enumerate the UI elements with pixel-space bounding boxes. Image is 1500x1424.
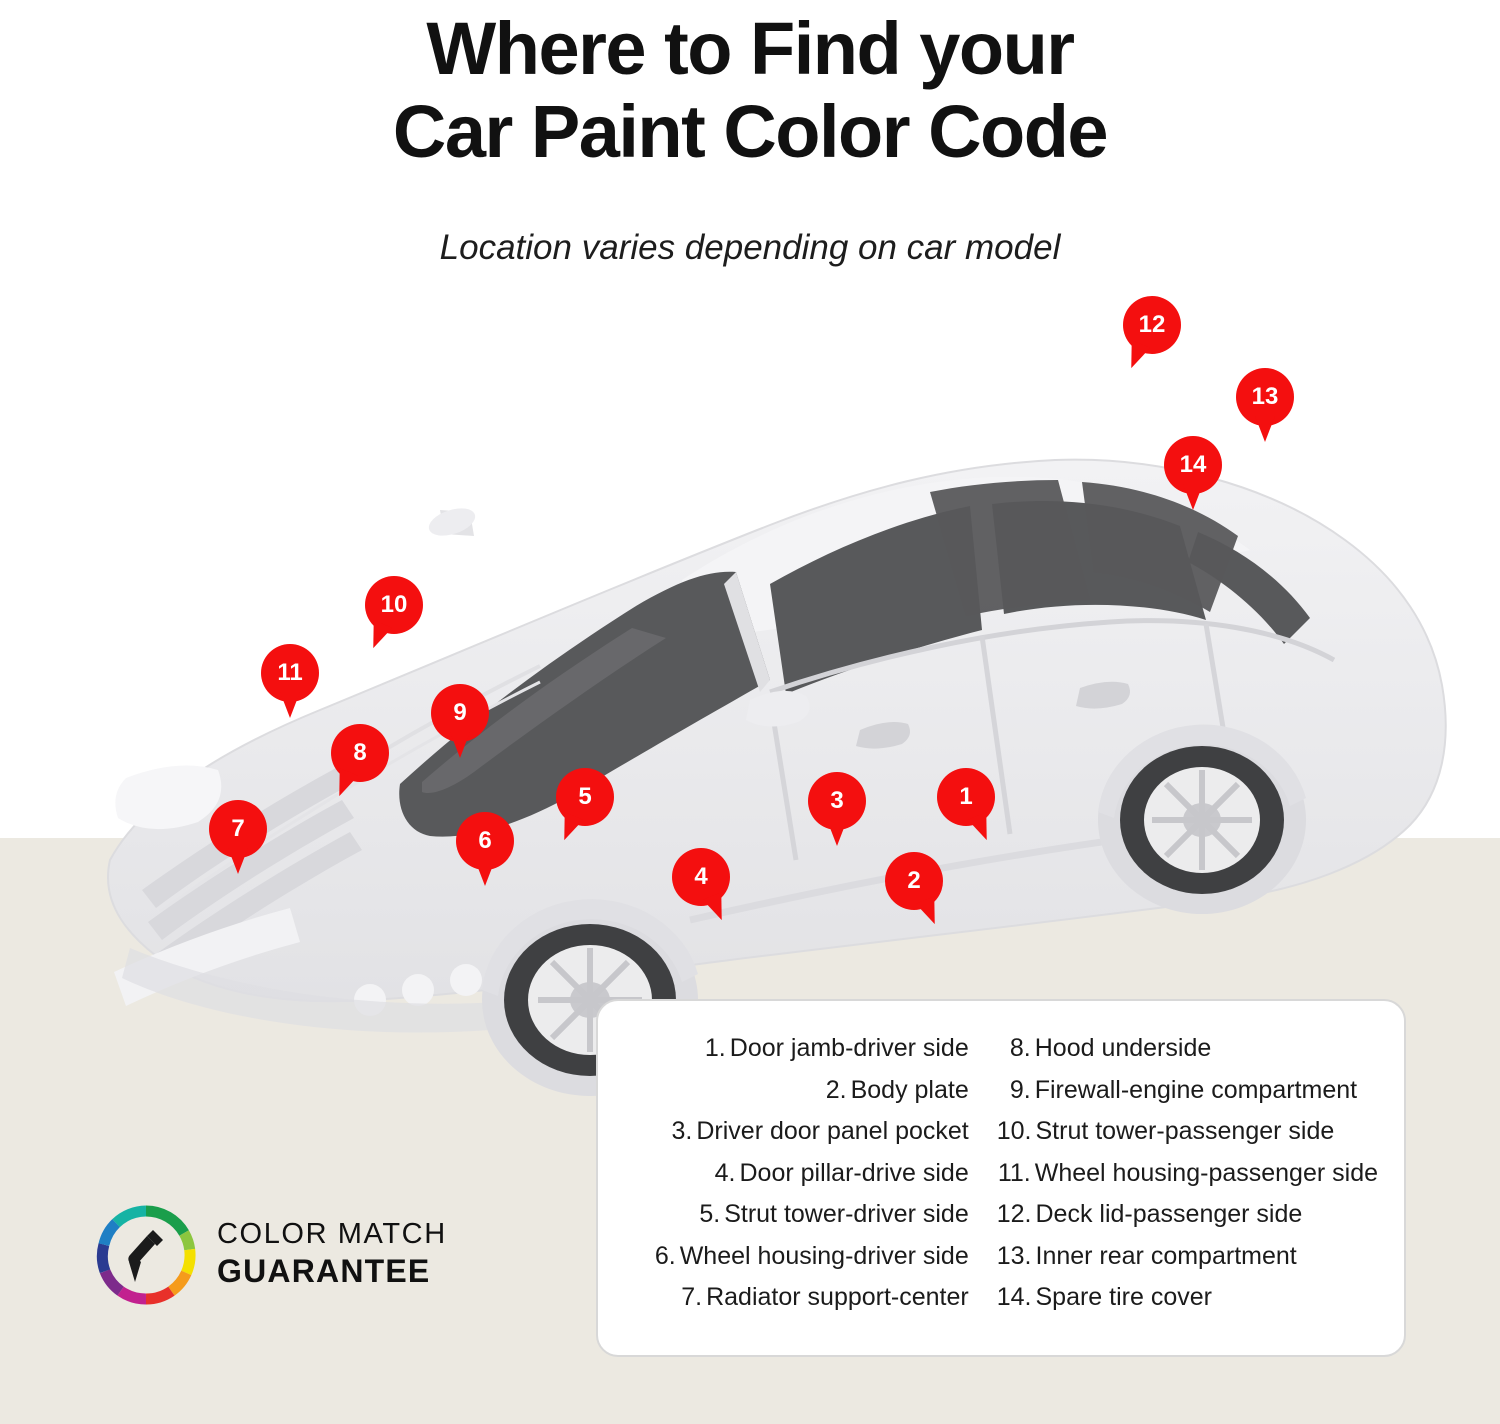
legend-item-12 <box>997 1197 1303 1233</box>
legend-item-5-text: Strut tower-driver side <box>724 1200 969 1228</box>
brand-line-1: COLOR MATCH <box>217 1218 447 1250</box>
marker-2-pointer <box>916 896 944 928</box>
marker-6-label: 6 <box>456 812 514 870</box>
legend-item-2-text: Body plate <box>850 1075 969 1104</box>
marker-1[interactable] <box>937 768 995 842</box>
legend-item-6-text: Wheel housing-driver side <box>679 1241 969 1270</box>
marker-9-label: 9 <box>431 684 489 742</box>
marker-4[interactable] <box>672 848 730 922</box>
legend-item-13 <box>997 1239 1297 1275</box>
marker-6-pointer <box>475 860 495 886</box>
legend-item-3-number: 3. <box>671 1117 693 1145</box>
legend-item-5 <box>686 1197 969 1233</box>
legend-column-left <box>624 1031 969 1335</box>
marker-4-label: 4 <box>672 848 730 906</box>
legend-item-13-number: 13. <box>996 1241 1032 1270</box>
marker-6[interactable] <box>456 812 514 886</box>
marker-10-label: 10 <box>365 576 423 634</box>
page-subtitle: Location varies depending on car model <box>439 228 1061 267</box>
legend-item-8-text: Hood underside <box>1034 1034 1212 1062</box>
marker-14-pointer <box>1183 484 1203 510</box>
marker-3-label: 3 <box>808 772 866 830</box>
legend-item-4-text: Door pillar-drive side <box>739 1158 969 1187</box>
brand-text <box>217 1218 517 1290</box>
marker-11-label: 11 <box>261 644 319 702</box>
marker-9-pointer <box>450 732 470 758</box>
marker-3-pointer <box>827 820 847 846</box>
legend-item-14-number: 14. <box>996 1283 1032 1311</box>
legend-item-7-number: 7. <box>681 1283 703 1311</box>
marker-2[interactable] <box>885 852 943 926</box>
color-wheel-icon <box>95 1204 197 1306</box>
legend-column-right <box>979 1031 1378 1335</box>
legend-item-9-number: 9. <box>1009 1075 1031 1104</box>
marker-1-label: 1 <box>937 768 995 826</box>
marker-5[interactable] <box>556 768 614 842</box>
marker-2-label: 2 <box>885 852 943 910</box>
eyedropper-icon <box>128 1230 163 1282</box>
legend-item-11 <box>997 1156 1378 1192</box>
legend-item-3-text: Driver door panel pocket <box>696 1117 969 1145</box>
marker-10[interactable] <box>365 576 423 650</box>
legend-item-10 <box>997 1114 1335 1150</box>
legend-item-2 <box>813 1073 969 1109</box>
marker-3[interactable] <box>808 772 866 846</box>
marker-11-pointer <box>280 692 300 718</box>
legend-item-8 <box>997 1031 1212 1067</box>
legend-item-13-text: Inner rear compartment <box>1035 1241 1297 1270</box>
legend-panel <box>596 999 1406 1357</box>
marker-13-pointer <box>1255 416 1275 442</box>
marker-14-label: 14 <box>1164 436 1222 494</box>
legend-item-7 <box>668 1280 969 1316</box>
legend-item-6 <box>642 1239 969 1275</box>
legend-item-12-number: 12. <box>996 1200 1032 1228</box>
legend-item-4-number: 4. <box>714 1158 736 1187</box>
marker-13-label: 13 <box>1236 368 1294 426</box>
legend-item-7-text: Radiator support-center <box>706 1283 969 1311</box>
marker-8-label: 8 <box>331 724 389 782</box>
legend-item-12-text: Deck lid-passenger side <box>1035 1200 1303 1228</box>
legend-item-8-number: 8. <box>1009 1034 1031 1062</box>
marker-13[interactable] <box>1236 368 1294 442</box>
title-line-2: Car Paint Color Code <box>392 89 1108 173</box>
marker-7-pointer <box>228 848 248 874</box>
legend-item-10-number: 10. <box>996 1117 1032 1145</box>
legend-item-9-text: Firewall-engine compartment <box>1034 1075 1358 1104</box>
legend-item-5-number: 5. <box>699 1200 721 1228</box>
legend-item-10-text: Strut tower-passenger side <box>1035 1117 1335 1145</box>
marker-7[interactable] <box>209 800 267 874</box>
legend-item-14-text: Spare tire cover <box>1035 1283 1212 1311</box>
marker-9[interactable] <box>431 684 489 758</box>
legend-item-1-number: 1. <box>704 1034 726 1062</box>
legend-item-11-number: 11. <box>997 1158 1031 1187</box>
marker-8[interactable] <box>331 724 389 798</box>
legend-item-9 <box>997 1073 1357 1109</box>
legend-item-4 <box>701 1156 968 1192</box>
page-title <box>0 8 1500 174</box>
marker-5-label: 5 <box>556 768 614 826</box>
marker-12[interactable] <box>1123 296 1181 370</box>
brand-line-2: GUARANTEE <box>217 1253 431 1289</box>
marker-7-label: 7 <box>209 800 267 858</box>
legend-item-14 <box>997 1280 1212 1316</box>
title-line-1: Where to Find your <box>426 7 1074 90</box>
legend-item-6-number: 6. <box>654 1241 676 1270</box>
marker-11[interactable] <box>261 644 319 718</box>
marker-4-pointer <box>703 892 731 924</box>
brand-lockup <box>95 1204 515 1314</box>
legend-item-11-text: Wheel housing-passenger side <box>1034 1158 1378 1187</box>
marker-12-label: 12 <box>1123 296 1181 354</box>
legend-item-3 <box>658 1114 968 1150</box>
legend-item-1 <box>692 1031 969 1067</box>
legend-item-1-text: Door jamb-driver side <box>729 1034 969 1062</box>
marker-1-pointer <box>968 812 996 844</box>
legend-item-2-number: 2. <box>825 1075 847 1104</box>
marker-14[interactable] <box>1164 436 1222 510</box>
